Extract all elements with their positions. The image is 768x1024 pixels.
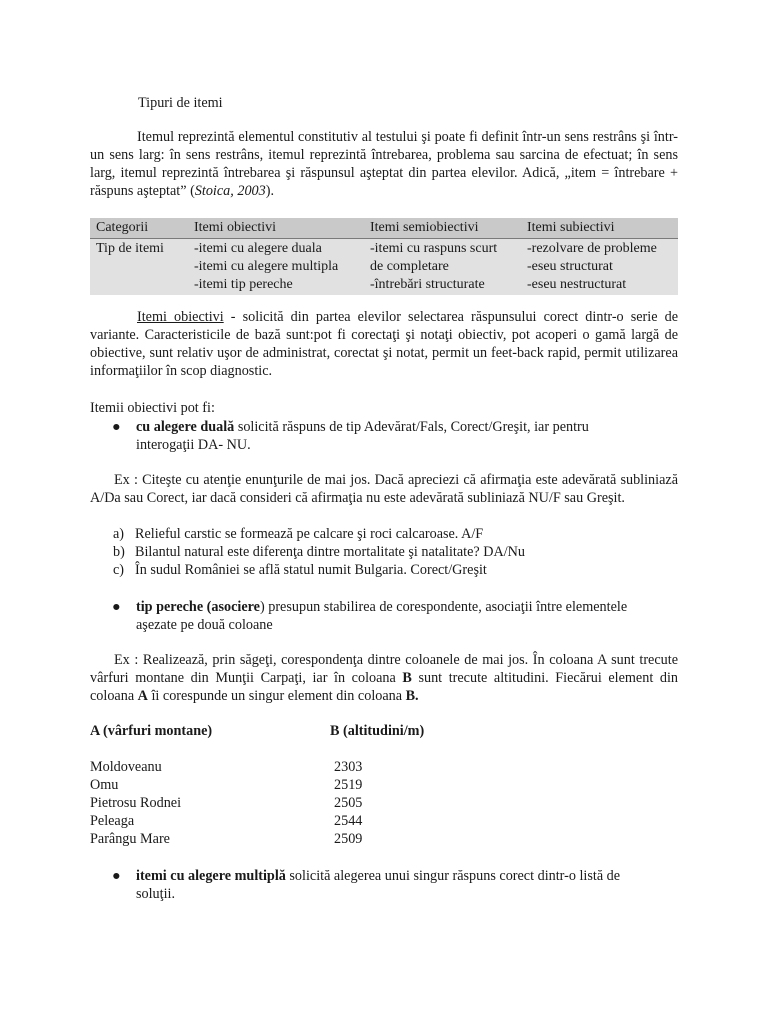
- cell-line: -eseu structurat: [527, 259, 613, 274]
- example-text: îi corespunde un singur element din coloana: [147, 688, 406, 704]
- list-item: Moldoveanu: [90, 759, 162, 775]
- bullet-icon: ●: [112, 419, 121, 435]
- list-item: Omu: [90, 777, 119, 793]
- list-label: a): [113, 526, 125, 542]
- example-text: sunt trecute altitudini. Fiecărui element din coloana: [90, 670, 678, 704]
- bullet-term: tip pereche (asociere: [136, 599, 260, 615]
- cell-line: -itemi tip pereche: [194, 277, 293, 292]
- intro-paragraph: [90, 128, 678, 200]
- list-intro: Itemii obiectivi pot fi:: [90, 400, 215, 416]
- cell-line: -eseu nestructurat: [527, 277, 627, 292]
- bullet-term: itemi cu alegere multiplă: [136, 868, 286, 884]
- cell-line: de completare: [370, 259, 449, 274]
- item-types-table: [90, 218, 678, 295]
- intro-text-end: ).: [265, 183, 275, 199]
- list-label: b): [113, 544, 125, 560]
- column-ref: A: [137, 688, 148, 704]
- cell-line: -întrebări structurate: [370, 277, 485, 292]
- cell-line: -itemi cu raspuns scurt: [370, 241, 498, 256]
- example-2-instructions: [90, 651, 678, 705]
- list-item: 2505: [334, 795, 363, 811]
- altitude-list: [334, 758, 362, 848]
- page-title: Tipuri de itemi: [138, 95, 223, 111]
- list-item: Peleaga: [90, 813, 135, 829]
- list-item: 2509: [334, 831, 363, 847]
- example-text: Ex : Realizează, prin săgeţi, corespondenţa dintre coloanele de mai jos. În coloana A sunt trecute vârfuri montane din Munţii Carpaţi, iar în coloana: [90, 652, 678, 686]
- bullet-text: ) presupun stabilirea de corespondente, asociaţii între elementele: [259, 599, 628, 615]
- mountain-list: [90, 758, 181, 848]
- list-item: Parângu Mare: [90, 831, 170, 847]
- cell-line: -itemi cu alegere duala: [194, 241, 322, 256]
- bullet-text: aşezate pe două coloane: [136, 617, 273, 633]
- list-text: În sudul României se află statul numit Bulgaria. Corect/Greşit: [135, 562, 487, 578]
- list-item: [113, 525, 483, 543]
- intro-text: Itemul reprezintă elementul constitutiv al testului şi poate fi definit într-un sens restrâns şi într-un sens larg: în sens restrâns, itemul reprezintă întrebarea, problema sau sarcina de efectuat; în sens larg, itemul reprezintă întrebarea şi răspunsul aşteptat din partea elevilor. Adică, „item = întrebare + răspuns aşteptat” (: [90, 129, 678, 199]
- list-text: Relieful carstic se formează pe calcare şi roci calcaroase. A/F: [135, 526, 484, 542]
- cell-line: -itemi cu alegere multipla: [194, 259, 339, 274]
- bullet-icon: ●: [112, 599, 121, 615]
- bullet-text: solicită răspuns de tip Adevărat/Fals, Corect/Greşit, iar pentru: [234, 419, 589, 435]
- bullet-alegere-duala: [90, 418, 680, 454]
- list-item: Pietrosu Rodnei: [90, 795, 182, 811]
- list-item: [113, 543, 525, 561]
- example-1-instructions: Ex : Citeşte cu atenţie enunţurile de mai jos. Dacă apreciezi că afirmaţia este adevărată subliniază A/Da sau Corect, iar dacă consideri că afirmaţia nu este adevărată subliniază NU/F sau Greşit.: [90, 472, 678, 506]
- list-text: Bilantul natural este diferenţa dintre mortalitate şi natalitate? DA/Nu: [135, 544, 526, 560]
- cell-semiobiectivi: [364, 239, 521, 296]
- table-header-cell: Itemi subiectivi: [521, 218, 678, 239]
- column-ref: B.: [405, 688, 419, 704]
- obiectivi-text: - solicită din partea elevilor selectarea răspunsului corect dintr-o serie de variante. Caracteristicile de bază sunt:pot fi corectaţi şi notaţi obiectiv, pot acoperi o gamă largă de obiective, sunt relativ uşor de administrat, corectat şi notat, permit un feet-back rapid, permit utilizarea informaţiilor în scop diagnostic.: [90, 309, 678, 379]
- bullet-alegere-multipla: [90, 867, 680, 903]
- column-ref: B: [402, 670, 412, 686]
- citation: Stoica, 2003: [194, 183, 266, 199]
- column-a-header: A (vârfuri montane): [90, 723, 213, 739]
- obiectivi-paragraph: [90, 308, 678, 380]
- table-row: [90, 239, 678, 296]
- bullet-tip-pereche: [90, 598, 680, 634]
- bullet-text: solicită alegerea unui singur răspuns corect dintr-o listă de: [285, 868, 621, 884]
- table-header-cell: Itemi semiobiectivi: [364, 218, 521, 239]
- bullet-text: interogaţii DA- NU.: [136, 437, 251, 453]
- row-label: Tip de itemi: [90, 239, 188, 296]
- cell-line: -rezolvare de probleme: [527, 241, 657, 256]
- list-item: 2544: [334, 813, 363, 829]
- table-header-cell: Itemi obiectivi: [188, 218, 364, 239]
- obiectivi-term: Itemi obiectivi: [137, 309, 224, 325]
- cell-subiectivi: [521, 239, 678, 296]
- list-item: [113, 561, 487, 579]
- bullet-icon: ●: [112, 868, 121, 884]
- cell-obiectivi: [188, 239, 364, 296]
- list-item: 2519: [334, 777, 363, 793]
- table-header-row: [90, 218, 678, 239]
- bullet-term: cu alegere duală: [136, 419, 235, 435]
- list-item: 2303: [334, 759, 363, 775]
- list-label: c): [113, 562, 125, 578]
- table-header-cell: Categorii: [90, 218, 188, 239]
- bullet-text: soluţii.: [136, 886, 176, 902]
- column-b-header: B (altitudini/m): [330, 723, 425, 739]
